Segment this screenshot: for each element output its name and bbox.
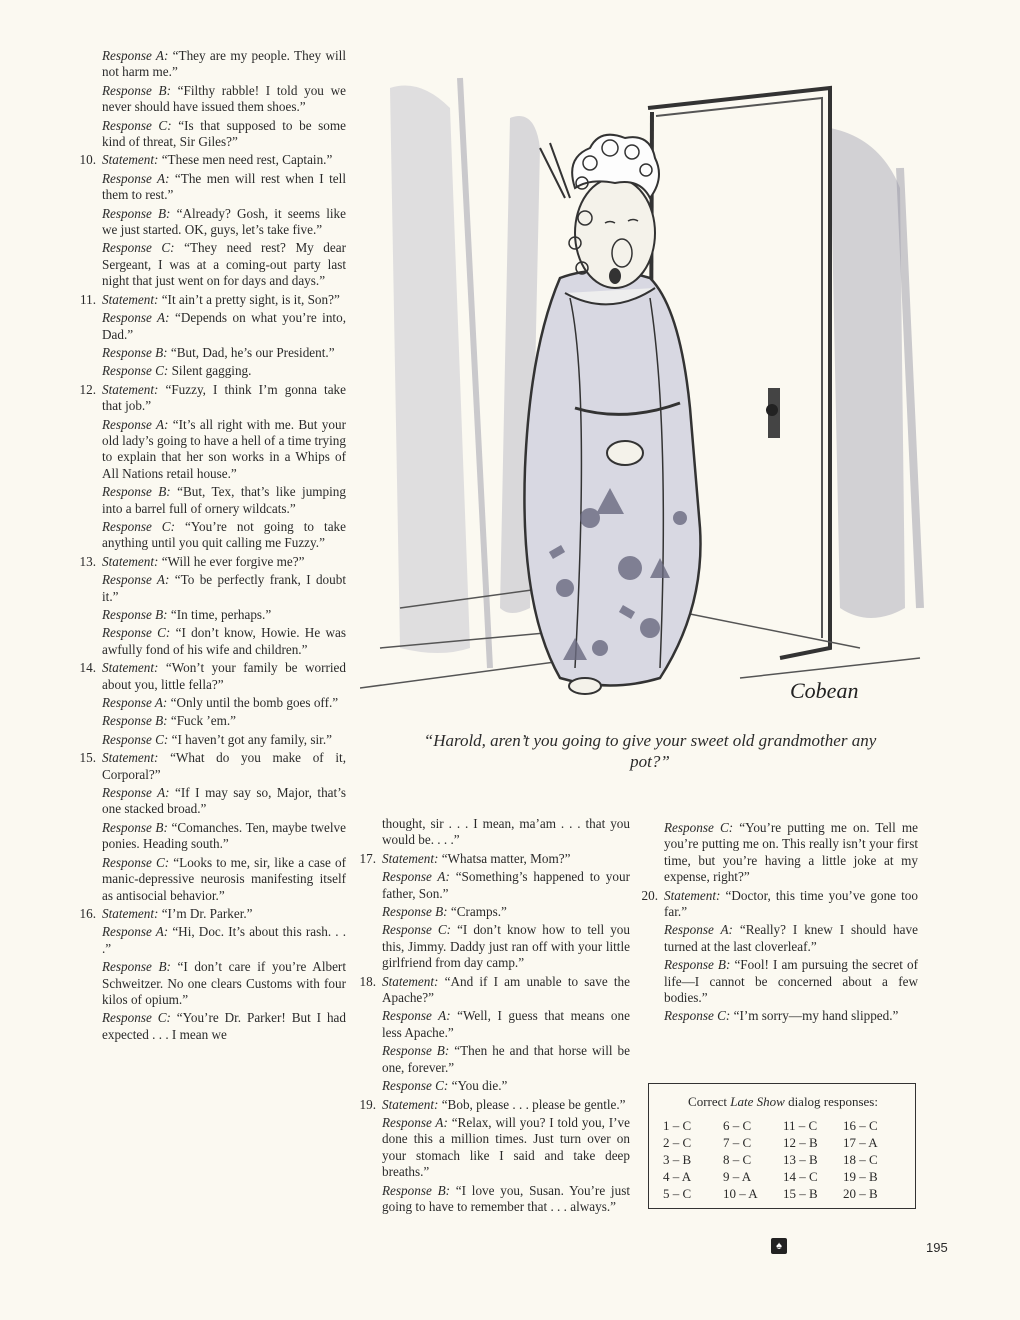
dialog-text: “Won’t your family be worried about you, little fella?” (102, 660, 346, 692)
dialog-line (358, 1078, 630, 1094)
dialog-text: “If I may say so, Major, that’s one stacked broad.” (102, 785, 346, 817)
dialog-entry (78, 660, 346, 748)
answer-cell: 4 – A (663, 1169, 692, 1184)
dialog-line (78, 118, 346, 151)
cartoon-caption: “Harold, aren’t you going to give your sweet old grandmother any pot?” (423, 731, 877, 771)
dialog-text: “In time, perhaps.” (167, 607, 272, 622)
dialog-line (78, 382, 346, 415)
dialog-line (358, 1008, 630, 1041)
dialog-label: Statement: (102, 152, 159, 168)
dialog-text: “Whatsa matter, Mom?” (438, 850, 571, 866)
dialog-line (358, 1097, 630, 1113)
dialog-line (78, 660, 346, 693)
dialog-line (78, 1010, 346, 1043)
dialog-label: Response B: (102, 484, 171, 500)
dialog-line (78, 171, 346, 204)
dialog-text: “But, Tex, that’s like jumping into a barrel full of ornery wildcats.” (102, 484, 346, 516)
dialog-line (640, 1008, 918, 1024)
dialog-text: “These men need rest, Captain.” (158, 152, 333, 168)
dialog-text: “You’re not going to take anything until you quit calling me Fuzzy.” (102, 518, 346, 551)
dialog-label: Response A: (382, 1008, 451, 1024)
dialog-label: Statement: (102, 291, 159, 307)
dialog-line (78, 855, 346, 904)
dialog-text: “Something’s happened to your father, Son.” (382, 869, 630, 901)
dialog-text: “Filthy rabble! I told you we never should have issued them shoes.” (102, 82, 346, 115)
dialog-text: “I haven’t got any family, sir.” (168, 731, 332, 747)
dialog-label: Response A: (102, 310, 170, 326)
dialog-line (358, 974, 630, 1007)
dialog-line (358, 1183, 630, 1216)
dialog-label: Response B: (382, 904, 448, 920)
dialog-line (640, 888, 918, 921)
entry-number: 13. (79, 553, 96, 569)
dialog-label: Response A: (102, 416, 169, 432)
dialog-label: Response B: (102, 607, 168, 622)
entry-number: 19. (359, 1096, 376, 1112)
dialog-label: Statement: (382, 973, 439, 989)
answer-title-italic: Late Show (730, 1094, 785, 1109)
page-number: 195 (926, 1240, 948, 1255)
dialog-entry (358, 1097, 630, 1216)
dialog-label: Statement: (102, 553, 159, 569)
dialog-text: “I’m Dr. Parker.” (158, 905, 253, 921)
text-column-middle (358, 816, 630, 1217)
dialog-line (78, 713, 346, 729)
text-column-right (640, 820, 918, 1027)
dialog-text: “I don’t care if you’re Albert Schweitzer. No one clears Customs with four kilos of opium.” (102, 959, 346, 1007)
dialog-line (78, 959, 346, 1008)
dialog-text: “You’re putting me on. Tell me you’re putting me on. This really isn’t your first time, but you’re having a little joke at my expense, right?” (664, 820, 918, 885)
dialog-text: “To be perfectly frank, I doubt it.” (102, 572, 346, 604)
dialog-label: Statement: (102, 750, 159, 766)
dialog-text: “Already? Gosh, it seems like we just started. OK, guys, let’s take five.” (102, 205, 346, 238)
dialog-line (78, 732, 346, 748)
dialog-text: “Doctor, this time you’ve gone too far.” (664, 887, 918, 920)
answer-cell: 12 – B (783, 1135, 818, 1150)
dialog-text: “Is that supposed to be some kind of threat, Sir Giles?” (102, 117, 347, 150)
dialog-line (78, 554, 346, 570)
answer-key-box (648, 1083, 916, 1209)
dialog-line (358, 1115, 630, 1181)
dialog-text: “You’re Dr. Parker! But I had expected . . . I mean we (102, 1010, 346, 1042)
dialog-text: “Comanches. Ten, maybe twelve ponies. Heading south.” (102, 819, 346, 852)
answer-cell: 8 – C (723, 1152, 752, 1167)
dialog-line (78, 417, 346, 483)
dialog-entry (358, 974, 630, 1095)
answer-cell: 3 – B (663, 1152, 692, 1167)
dialog-line (78, 519, 346, 552)
answer-cell: 7 – C (723, 1135, 752, 1150)
dialog-line (640, 820, 918, 886)
entry-number: 15. (79, 750, 96, 766)
dialog-text: “It ain’t a pretty sight, is it, Son?” (158, 291, 340, 307)
answer-cell: 16 – C (843, 1118, 878, 1133)
dialog-label: Response B: (102, 959, 171, 975)
dialog-entry (640, 820, 918, 886)
dialog-label: Statement: (664, 887, 721, 903)
dialog-text: “Depends on what you’re into, Dad.” (102, 310, 346, 342)
dialog-entry (78, 750, 346, 904)
cartoon-signature: Cobean (790, 678, 859, 703)
dialog-entry (78, 554, 346, 658)
entry-number: 20. (641, 887, 658, 903)
dialog-line (78, 240, 346, 289)
dialog-line (358, 869, 630, 902)
dialog-label: Response C: (102, 240, 175, 256)
dialog-text: “They are my people. They will not harm me.” (102, 48, 346, 80)
answer-title-prefix: Correct (688, 1094, 731, 1109)
dialog-label: Response C: (664, 1008, 731, 1024)
dialog-label: Response C: (102, 854, 170, 870)
dialog-line (78, 695, 346, 711)
dialog-text: “It’s all right with me. But your old lady’s going to have a hell of a time trying to explain that her son works in a Whips of All Nations retail house.” (102, 416, 346, 481)
answer-cell: 19 – B (843, 1169, 878, 1184)
dialog-entry (358, 851, 630, 972)
entry-number: 12. (79, 381, 96, 397)
dialog-line (78, 572, 346, 605)
dialog-entry (78, 152, 346, 289)
dialog-text: “Fuck ’em.” (167, 713, 237, 729)
dialog-label: Statement: (102, 905, 159, 921)
dialog-text: “Really? I knew I should have turned at the last cloverleaf.” (664, 922, 918, 954)
dialog-line (78, 345, 346, 361)
playboy-logo-icon: ♠ (771, 1238, 787, 1254)
dialog-line (358, 851, 630, 867)
dialog-line (78, 484, 346, 517)
dialog-label: Response A: (382, 1114, 448, 1130)
dialog-line (358, 922, 630, 971)
dialog-entry (358, 816, 630, 849)
dialog-entry (78, 292, 346, 380)
answer-cell: 18 – C (843, 1152, 878, 1167)
dialog-label: Response A: (102, 785, 170, 801)
dialog-label: Response C: (102, 363, 169, 379)
dialog-text: “Cramps.” (447, 904, 507, 920)
dialog-label: Statement: (382, 850, 439, 866)
dialog-entry (78, 906, 346, 1043)
dialog-entry (640, 888, 918, 1025)
dialog-entry (78, 48, 346, 150)
dialog-text: “I love you, Susan. You’re just going to have to remember that . . . always.” (382, 1182, 630, 1214)
dialog-text: “Only until the bomb goes off.” (167, 695, 339, 711)
dialog-label: Response C: (382, 1078, 449, 1094)
answer-cell: 11 – C (783, 1118, 818, 1133)
dialog-text: “Will he ever forgive me?” (158, 553, 305, 569)
dialog-label: Statement: (382, 1096, 439, 1112)
dialog-label: Response B: (102, 82, 171, 98)
dialog-text: “Hi, Doc. It’s about this rash. . . .” (102, 924, 346, 956)
dialog-label: Response B: (102, 819, 168, 835)
dialog-line (78, 292, 346, 308)
dialog-label: Response B: (102, 205, 171, 221)
dialog-line (78, 83, 346, 116)
answer-cell: 6 – C (723, 1118, 752, 1133)
answer-cell: 1 – C (663, 1118, 692, 1133)
dialog-text: “Looks to me, sir, like a case of manic-depressive neurosis manifesting itself as antisocial behavior.” (102, 854, 347, 903)
dialog-text: Silent gagging. (168, 363, 252, 379)
dialog-label: Response C: (102, 625, 171, 641)
dialog-line (78, 152, 346, 168)
dialog-label: Response A: (102, 48, 169, 63)
answer-title-suffix: dialog responses: (784, 1094, 878, 1109)
dialog-label: Response B: (382, 1182, 451, 1198)
entry-number: 10. (79, 152, 96, 168)
dialog-text: “Then he and that horse will be one, forever.” (382, 1043, 630, 1075)
dialog-label: Response B: (102, 713, 168, 729)
entry-number: 17. (359, 850, 376, 866)
dialog-label: Response C: (102, 117, 172, 133)
dialog-text: “Relax, will you? I told you, I’ve done this a million times. Just turn over on your stomach like I said and take deep breaths.” (382, 1114, 630, 1180)
entry-number: 16. (79, 905, 96, 921)
dialog-text: “They need rest? My dear Sergeant, I was at a coming-out party last night that just went on for days and days.” (102, 240, 347, 289)
dialog-line (78, 310, 346, 343)
answer-key-title (663, 1094, 903, 1110)
entry-number: 14. (79, 660, 96, 676)
dialog-text: “Fool! I am pursuing the secret of life—I cannot be concerned about a few bodies.” (664, 957, 918, 1006)
dialog-text: “The men will rest when I tell them to rest.” (102, 170, 346, 203)
answer-cell: 2 – C (663, 1135, 692, 1150)
dialog-line (78, 785, 346, 818)
dialog-line (78, 607, 346, 623)
text-column-left (78, 48, 346, 1045)
dialog-label: Response B: (102, 344, 168, 360)
dialog-line (78, 906, 346, 922)
dialog-label: Response A: (102, 695, 168, 711)
dialog-label: Response A: (664, 922, 733, 938)
dialog-text: “And if I am unable to save the Apache?” (382, 973, 630, 1006)
answer-cell: 9 – A (723, 1169, 752, 1184)
dialog-text: “I don’t know, Howie. He was awfully fond of his wife and children.” (102, 625, 346, 657)
answer-key-grid (663, 1118, 903, 1202)
dialog-line (78, 206, 346, 239)
dialog-line (640, 922, 918, 955)
dialog-label: Response C: (102, 731, 169, 747)
answer-cell: 15 – B (783, 1186, 818, 1201)
dialog-text: “You die.” (448, 1078, 508, 1094)
dialog-label: Response B: (382, 1043, 450, 1059)
dialog-line (78, 750, 346, 783)
dialog-label: Response C: (102, 1010, 171, 1026)
entry-number: 18. (359, 973, 376, 989)
answer-cell: 13 – B (783, 1152, 818, 1167)
answer-cell: 20 – B (843, 1186, 878, 1201)
dialog-line (78, 820, 346, 853)
dialog-line (640, 957, 918, 1006)
dialog-line (78, 924, 346, 957)
dialog-label: Response C: (664, 820, 734, 835)
answer-cell: 5 – C (663, 1186, 692, 1201)
dialog-text: “Fuzzy, I think I’m gonna take that job.” (102, 381, 346, 414)
answer-cell: 17 – A (843, 1135, 878, 1150)
dialog-text: “I’m sorry—my hand slipped.” (730, 1008, 899, 1024)
dialog-line (358, 1043, 630, 1076)
dialog-label: Response A: (102, 572, 170, 588)
dialog-label: Response A: (382, 869, 450, 885)
dialog-line (78, 363, 346, 379)
dialog-text: “I don’t know how to tell you this, Jimmy. Daddy just ran off with your little girlfriend from day camp.” (382, 922, 630, 971)
dialog-text: “What do you make of it, Corporal?” (102, 750, 346, 782)
dialog-label: Statement: (102, 660, 159, 676)
dialog-line (78, 48, 346, 81)
dialog-label: Response A: (102, 924, 169, 940)
dialog-text: “Bob, please . . . please be gentle.” (438, 1096, 626, 1112)
dialog-entry (78, 382, 346, 552)
dialog-label: Response C: (382, 922, 452, 938)
dialog-label: Response C: (102, 518, 175, 534)
cartoon-illustration (360, 48, 940, 718)
answer-cell: 14 – C (783, 1169, 818, 1184)
dialog-label: Statement: (102, 381, 159, 397)
dialog-label: Response A: (102, 170, 170, 186)
dialog-text: “Well, I guess that means one less Apache.” (382, 1008, 630, 1040)
continuation-text: thought, sir . . . I mean, ma’am . . . that you would be. . . .” (382, 816, 630, 848)
answer-cell: 10 – A (723, 1186, 758, 1201)
dialog-label: Response B: (664, 957, 731, 973)
dialog-text: “But, Dad, he’s our President.” (167, 344, 335, 360)
dialog-line (78, 625, 346, 658)
dialog-line (358, 904, 630, 920)
entry-number: 11. (80, 291, 96, 307)
